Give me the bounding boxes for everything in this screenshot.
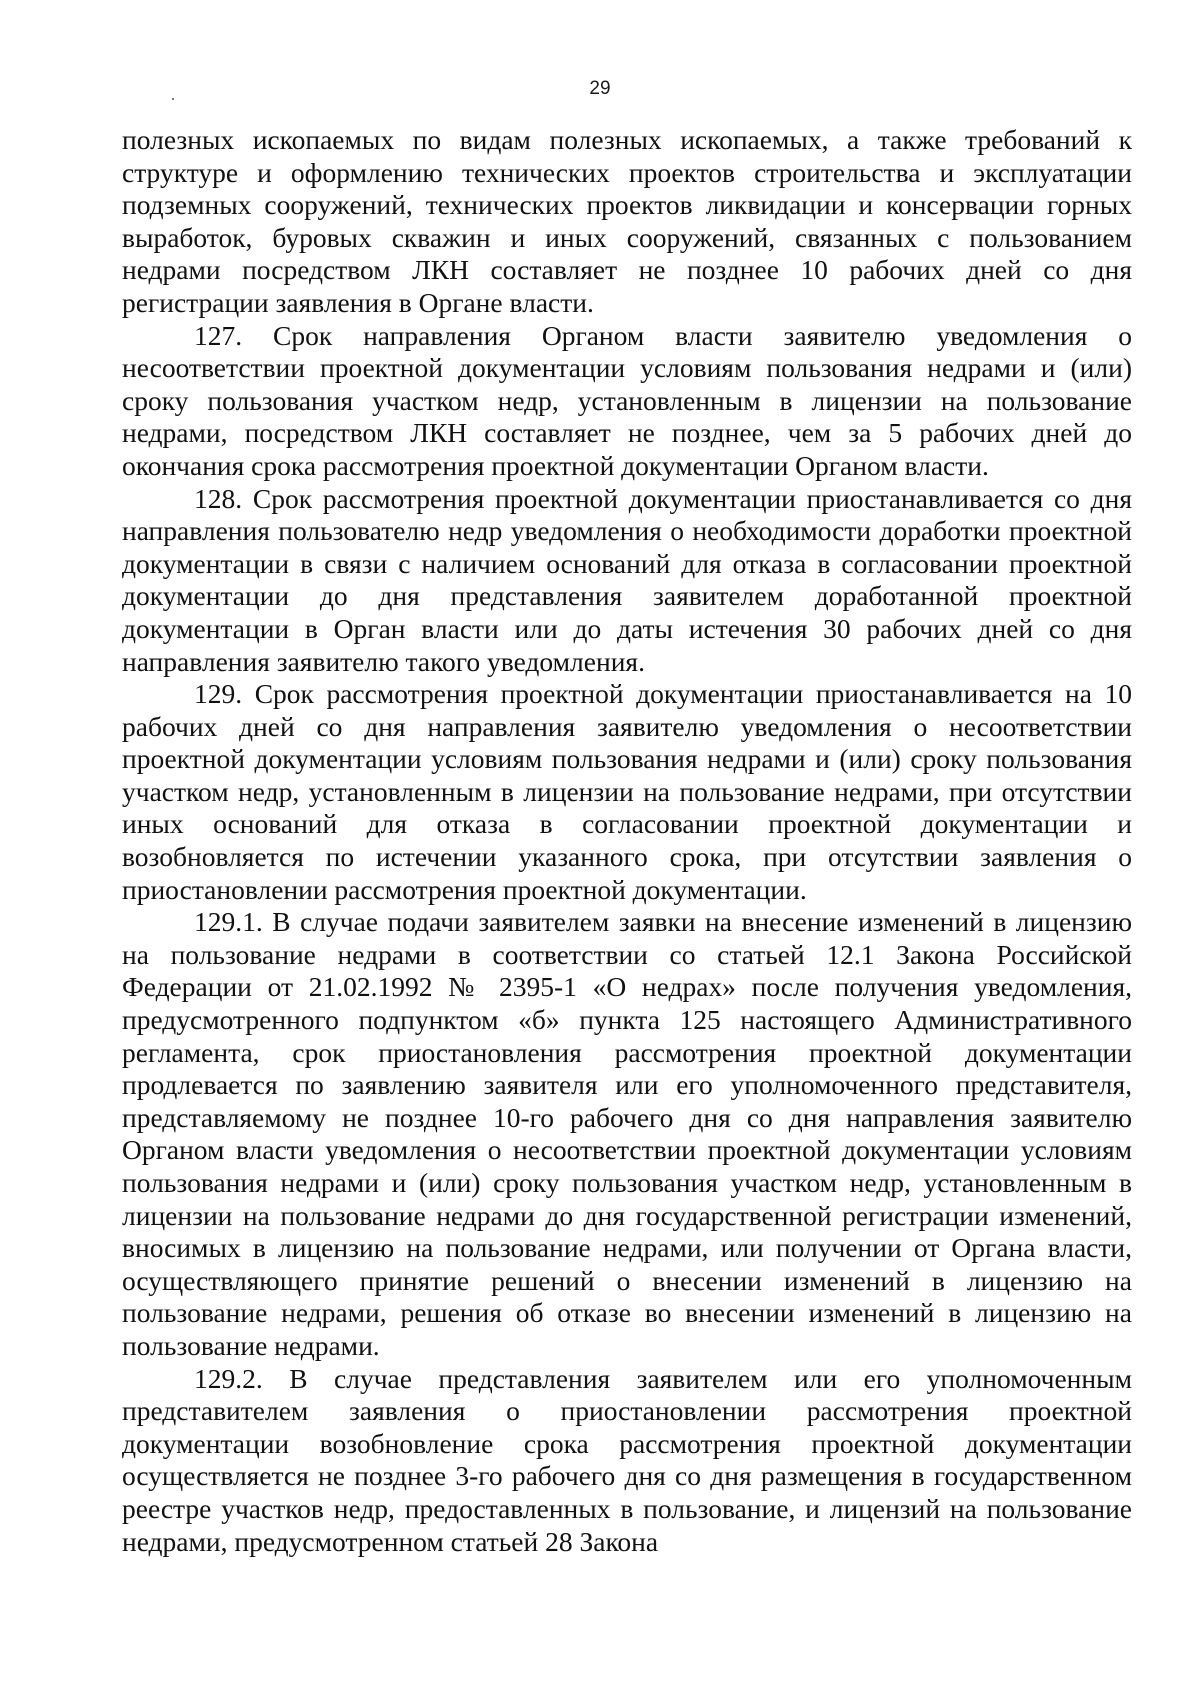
document-body: [122, 124, 1132, 1558]
paragraph-129: 129. Срок рассмотрения проектной документации приостанавливается на 10 рабочих дней со дня направления заявителю уведомления о несоответствии проектной документации условиям пользования недрами и (или) сроку пользования участком недр, установленным в лицензии на пользование недрами, при отсутствии иных оснований для отказа в согласовании проектной документации и возобновляется по истечении указанного срока, при отсутствии заявления о приостановлении рассмотрения проектной документации.: [122, 678, 1132, 905]
paragraph-continuation: полезных ископаемых по видам полезных ископаемых, а также требований к структуре и оформлению технических проектов строительства и эксплуатации подземных сооружений, технических проектов ликвидации и консервации горных выработок, буровых скважин и иных сооружений, связанных с пользованием недрами посредством ЛКН составляет не позднее 10 рабочих дней со дня регистрации заявления в Органе власти.: [122, 124, 1132, 318]
scan-speck: [172, 98, 174, 100]
paragraph-128: 128. Срок рассмотрения проектной документации приостанавливается со дня направления пользователю недр уведомления о необходимости доработки проектной документации в связи с наличием оснований для отказа в согласовании проектной документации до дня представления заявителем доработанной проектной документации в Орган власти или до даты истечения 30 рабочих дней со дня направления заявителю такого уведомления.: [122, 482, 1132, 677]
paragraph-129-1: 129.1. В случае подачи заявителем заявки на внесение изменений в лицензию на пользование недрами в соответствии со статьей 12.1 Закона Российской Федерации от 21.02.1992 № 2395-1 «О недрах» после получения уведомления, предусмотренного подпунктом «б» пункта 125 настоящего Административного регламента, срок приостановления рассмотрения проектной документации продлевается по заявлению заявителя или его уполномоченного представителя, представляемому не позднее 10-го рабочего дня со дня направления заявителю Органом власти уведомления о несоответствии проектной документации условиям пользования недрами и (или) сроку пользования участком недр, установленным в лицензии на пользование недрами до дня государственной регистрации изменений, вносимых в лицензию на пользование недрами, или получении от Органа власти, осуществляющего принятие решений о внесении изменений в лицензию на пользование недрами, решения об отказе во внесении изменений в лицензию на пользование недрами.: [122, 906, 1132, 1361]
paragraph-129-2: 129.2. В случае представления заявителем или его уполномоченным представителем заявления о приостановлении рассмотрения проектной документации возобновление срока рассмотрения проектной документации осуществляется не позднее 3-го рабочего дня со дня размещения в государственном реестре участков недр, предоставленных в пользование, и лицензий на пользование недрами, предусмотренном статьей 28 Закона: [122, 1362, 1132, 1557]
page-number: 29: [589, 78, 611, 99]
paragraph-127: 127. Срок направления Органом власти заявителю уведомления о несоответствии проектной документации условиям пользования недрами и (или) сроку пользования участком недр, установленным в лицензии на пользование недрами, посредством ЛКН составляет не позднее, чем за 5 рабочих дней до окончания срока рассмотрения проектной документации Органом власти.: [122, 319, 1132, 481]
